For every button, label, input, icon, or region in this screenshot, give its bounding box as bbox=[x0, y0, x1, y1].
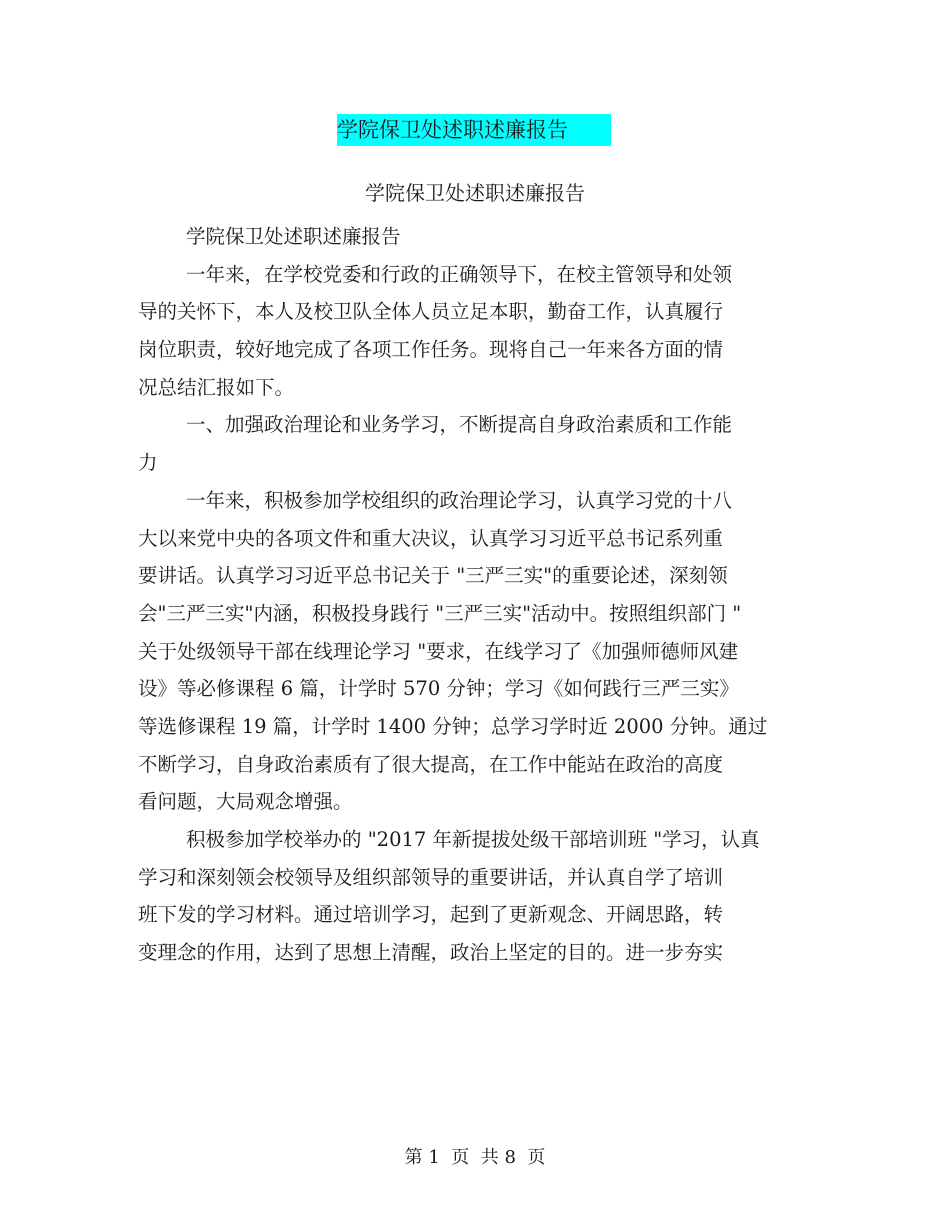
document-body bbox=[138, 218, 818, 972]
text-line: 会"三严三实"内涵，积极投身践行 "三严三实"活动中。按照组织部门 " bbox=[138, 601, 742, 625]
section-heading-continuation: 力 bbox=[138, 451, 158, 475]
text-line: 变理念的作用，达到了思想上清醒，政治上坚定的目的。进一步夯实 bbox=[138, 941, 724, 965]
text-line: 班下发的学习材料。通过培训学习，起到了更新观念、开阔思路，转 bbox=[138, 903, 724, 927]
page-footer: 第 1 页 共 8 页 bbox=[404, 1147, 546, 1168]
text-line: 积极参加学校举办的 "2017 年新提拔处级干部培训班 "学习，认真 bbox=[186, 828, 760, 851]
text-line: 关于处级领导干部在线理论学习 "要求，在线学习了《加强师德师风建 bbox=[138, 639, 739, 663]
document-subtitle: 学院保卫处述职述廉报告 bbox=[365, 181, 585, 205]
text-line: 学习和深刻领会校领导及组织部领导的重要讲话，并认真自学了培训 bbox=[138, 865, 724, 889]
text-line: 一年来，积极参加学校组织的政治理论学习，认真学习党的十八 bbox=[186, 488, 733, 512]
section-heading: 一、加强政治理论和业务学习，不断提高自身政治素质和工作能 bbox=[186, 413, 733, 437]
highlighted-title: 学院保卫处述职述廉报告 bbox=[337, 114, 611, 146]
text-line: 看问题，大局观念增强。 bbox=[138, 790, 353, 814]
text-line: 况总结汇报如下。 bbox=[138, 375, 295, 399]
text-line: 要讲话。认真学习习近平总书记关于 "三严三实"的重要论述，深刻领 bbox=[138, 564, 728, 588]
text-line: 设》等必修课程 6 篇，计学时 570 分钟；学习《如何践行三严三实》 bbox=[138, 677, 739, 701]
text-line: 岗位职责，较好地完成了各项工作任务。现将自己一年来各方面的情 bbox=[138, 338, 724, 362]
text-line: 等选修课程 19 篇，计学时 1400 分钟；总学习学时近 2000 分钟。通过 bbox=[138, 714, 768, 738]
text-line: 一年来，在学校党委和行政的正确领导下，在校主管领导和处领 bbox=[186, 262, 733, 286]
text-line: 大以来党中央的各项文件和重大决议，认真学习习近平总书记系列重 bbox=[138, 526, 724, 550]
text-line: 导的关怀下，本人及校卫队全体人员立足本职，勤奋工作，认真履行 bbox=[138, 300, 724, 324]
text-line: 学院保卫处述职述廉报告 bbox=[186, 225, 401, 248]
text-line: 不断学习，自身政治素质有了很大提高，在工作中能站在政治的高度 bbox=[138, 752, 724, 776]
